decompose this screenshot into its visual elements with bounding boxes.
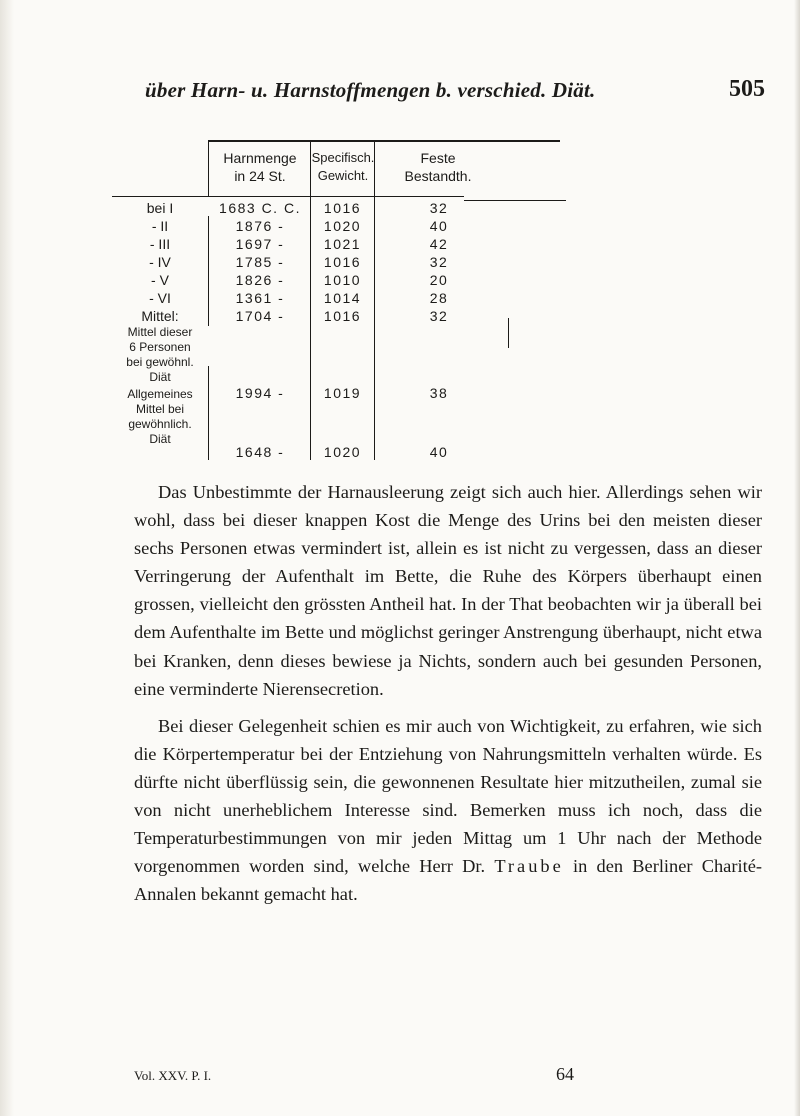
table-cell: 1020 — [323, 444, 362, 460]
running-title: über Harn- u. Harnstoffmengen b. verschied. Diät. — [145, 78, 596, 102]
row-label: - VI — [149, 290, 171, 306]
table-cell: 1016 — [323, 308, 362, 324]
table-cell: 1010 — [323, 272, 362, 288]
col-rule-1-lower — [208, 216, 209, 326]
paragraph: Bei dieser Gelegenheit schien es mir auch von Wichtigkeit, zu erfahren, wie sich die Körpertemperatur bei der Entziehung von Nahrungsmitteln verhalten würde. Es dürfte nicht überflüssig sein, die gewonnenen Resultate hier mitzutheilen, zumal sie von nicht unerheblichem Interesse sind. Bemerken muss ich noch, dass die Temperaturbestimmungen von mir jeden Mittag um 1 Uhr nach der Methode vorgenommen worden sind, welche Herr Dr. Traube in den Berliner Charité-Annalen bekannt gemacht hat. — [134, 715, 762, 905]
group-label-2: Allgemeines Mittel bei gewöhnlich. Diät — [127, 387, 193, 446]
table-top-rule — [208, 140, 560, 142]
col-rule-3-bottom — [208, 366, 209, 460]
table-cell: 42 — [429, 236, 449, 252]
table-cell: 1697 - — [235, 236, 285, 252]
table-cell: 1704 - — [235, 308, 285, 324]
row-label: - II — [151, 218, 169, 234]
table-cell: 1016 — [323, 200, 362, 216]
sheet-number: 64 — [556, 1064, 574, 1084]
body-text — [134, 478, 762, 908]
col-header-harnmenge: Harnmenge in 24 St. — [223, 150, 297, 184]
table-cell: 1785 - — [235, 254, 285, 270]
running-head — [145, 78, 765, 108]
table-cell: 28 — [429, 290, 449, 306]
group-label-1: Mittel dieser 6 Personen bei gewöhnl. Diät — [126, 325, 194, 384]
author-name-traube: Traube — [494, 856, 564, 877]
table-cell: 1016 — [323, 254, 362, 270]
table-cell: 1021 — [323, 236, 362, 252]
table-cell: 38 — [429, 385, 449, 401]
table-cell: 1019 — [323, 385, 362, 401]
urine-table — [112, 140, 764, 466]
table-header-rule — [112, 196, 464, 197]
page-edge-right — [794, 0, 800, 1116]
col-rule-4 — [508, 318, 509, 348]
row-label: bei I — [146, 200, 174, 216]
row-label: Mittel: — [141, 308, 179, 324]
row-label: - IV — [149, 254, 171, 270]
row-label: - III — [149, 236, 171, 252]
row-label: - V — [151, 272, 169, 288]
page-number: 505 — [729, 76, 765, 102]
table-cell: 32 — [429, 254, 449, 270]
table-cell: 1014 — [323, 290, 362, 306]
signature-mark: Vol. XXV. P. I. — [134, 1068, 212, 1083]
page-edge-shadow — [0, 0, 14, 1116]
col-header-gewicht: Specifisch. Gewicht. — [311, 150, 375, 183]
paragraph: Das Unbestimmte der Harnausleerung zeigt sich auch hier. Allerdings sehen wir wohl, dass bei dieser knappen Kost die Menge des Urins bei den meisten dieser sechs Personen etwas vermindert ist, allein es ist nicht zu vergessen, dass an dieser Verringerung der Aufenthalt im Bette, die Ruhe des Körpers überhaupt einen grossen, vielleicht den grössten Antheil hat. In der That beobachten wir ja überall bei dem Aufenthalte im Bette und möglichst geringer Anstrengung überhaupt, nicht etwa bei Kranken, denn dieses bewiese ja Nichts, sondern auch bei gesunden Personen, eine verminderte Nierensecretion. — [134, 482, 762, 699]
table-cell: 1994 - — [235, 385, 285, 401]
table-cell: 1683 C. C. — [219, 200, 301, 216]
table-cell: 1648 - — [235, 444, 285, 460]
table-cell: 1826 - — [235, 272, 285, 288]
table-cell: 40 — [429, 218, 449, 234]
table-cell: 1361 - — [235, 290, 285, 306]
table-cell: 40 — [429, 444, 449, 460]
table-cell: 32 — [429, 200, 449, 216]
col-header-feste: Feste Bestandth. — [404, 150, 472, 184]
table-cell: 20 — [429, 272, 449, 288]
table-cell: 1876 - — [235, 218, 285, 234]
table-cell: 1020 — [323, 218, 362, 234]
table-cell: 32 — [429, 308, 449, 324]
